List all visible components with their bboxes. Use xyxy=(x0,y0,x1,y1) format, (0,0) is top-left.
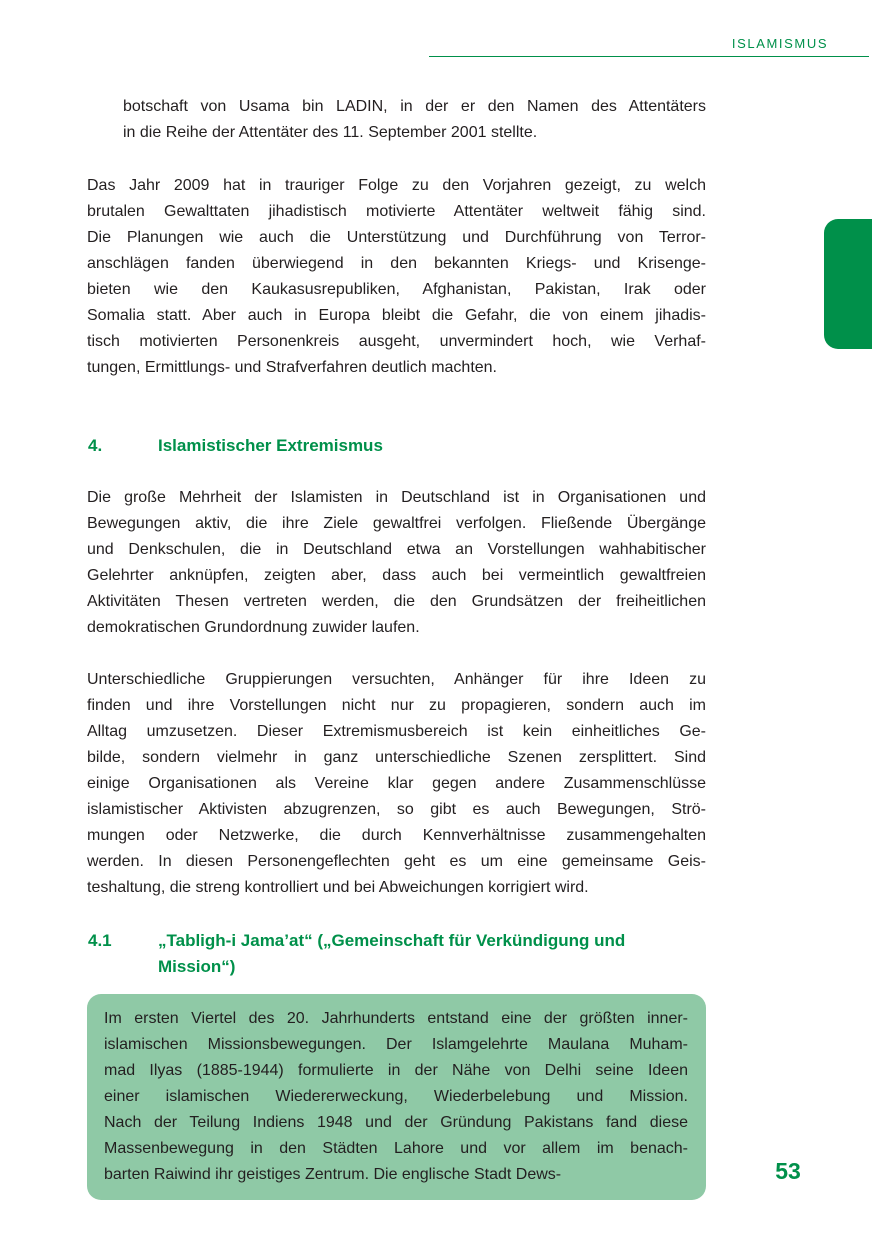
section-4-1-heading xyxy=(88,928,708,980)
section-4-1-title-line-1: „Tabligh-i Jama’at“ („Gemeinschaft für Verkündigung und xyxy=(158,931,626,950)
text-line: Massenbewegung in den Städten Lahore und vor allem im benach- xyxy=(104,1140,688,1157)
text-line: islamischen Missionsbewegungen. Der Islamgelehrte Maulana Muham- xyxy=(104,1036,688,1053)
header-rule xyxy=(429,56,869,57)
info-box-text xyxy=(104,1006,688,1188)
text-line: Die Planungen wie auch die Unterstützung und Durchführung von Terror- xyxy=(87,229,706,246)
text-line: finden und ihre Vorstellungen nicht nur zu propagieren, sondern auch im xyxy=(87,697,706,714)
intro-continuation-paragraph xyxy=(123,94,706,146)
paragraph-majority xyxy=(87,485,706,641)
text-line: demokratischen Grundordnung zuwider laufen. xyxy=(87,619,420,636)
section-4-1-number: 4.1 xyxy=(88,931,112,950)
text-line: barten Raiwind ihr geistiges Zentrum. Die englische Stadt Dews- xyxy=(104,1166,562,1183)
section-4-1-title-line-2: Mission“) xyxy=(158,957,236,976)
text-line: mad Ilyas (1885-1944) formulierte in der Nähe von Delhi seine Ideen xyxy=(104,1062,688,1079)
text-line: Unterschiedliche Gruppierungen versuchten, Anhänger für ihre Ideen zu xyxy=(87,671,706,688)
text-line: islamistischer Aktivisten abzugrenzen, so gibt es auch Bewegungen, Strö- xyxy=(87,801,706,818)
text-line: Das Jahr 2009 hat in trauriger Folge zu den Vorjahren gezeigt, zu welch xyxy=(87,177,706,194)
text-line: botschaft von Usama bin LADIN, in der er den Namen des Attentäters xyxy=(123,98,706,115)
text-line: bieten wie den Kaukasusrepubliken, Afghanistan, Pakistan, Irak oder xyxy=(87,281,706,298)
paragraph-groups xyxy=(87,667,706,901)
page-number: 53 xyxy=(775,1158,801,1184)
text-line: in die Reihe der Attentäter des 11. September 2001 stellte. xyxy=(123,124,538,141)
text-line: einige Organisationen als Vereine klar gegen andere Zusammenschlüsse xyxy=(87,775,706,792)
running-header: ISLAMISMUS xyxy=(731,36,829,51)
text-line: Aktivitäten Thesen vertreten werden, die den Grundsätzen der freiheitlichen xyxy=(87,593,706,610)
chapter-tab-marker xyxy=(824,219,872,349)
section-4-heading xyxy=(88,433,708,459)
text-line: tisch motivierten Personenkreis ausgeht, unvermindert hoch, wie Verhaf- xyxy=(87,333,706,350)
text-line: Im ersten Viertel des 20. Jahrhunderts entstand eine der größten inner- xyxy=(104,1010,688,1027)
text-line: einer islamischen Wiedererweckung, Wiederbelebung und Mission. xyxy=(104,1088,688,1105)
text-line: und Denkschulen, die in Deutschland etwa an Vorstellungen wahhabitischer xyxy=(87,541,706,558)
text-line: Somalia statt. Aber auch in Europa bleibt die Gefahr, die von einem jihadis- xyxy=(87,307,706,324)
text-line: brutalen Gewalttaten jihadistisch motivierte Attentäter weltweit fähig sind. xyxy=(87,203,706,220)
section-4-title: Islamistischer Extremismus xyxy=(158,436,383,455)
text-line: anschlägen fanden überwiegend in den bekannten Kriegs- und Krisenge- xyxy=(87,255,706,272)
text-line: teshaltung, die streng kontrolliert und bei Abweichungen korrigiert wird. xyxy=(87,879,589,896)
text-line: Alltag umzusetzen. Dieser Extremismusbereich ist kein einheitliches Ge- xyxy=(87,723,706,740)
text-line: werden. In diesen Personengeflechten geht es um eine gemeinsame Geis- xyxy=(87,853,706,870)
text-line: Die große Mehrheit der Islamisten in Deutschland ist in Organisationen und xyxy=(87,489,706,506)
section-4-number: 4. xyxy=(88,436,103,455)
text-line: mungen oder Netzwerke, die durch Kennverhältnisse zusammengehalten xyxy=(87,827,706,844)
text-line: Nach der Teilung Indiens 1948 und der Gründung Pakistans fand diese xyxy=(104,1114,688,1131)
text-line: bilde, sondern vielmehr in ganz unterschiedliche Szenen zersplittert. Sind xyxy=(87,749,706,766)
text-line: Bewegungen aktiv, die ihre Ziele gewaltfrei verfolgen. Fließende Übergänge xyxy=(87,515,706,532)
paragraph-2009 xyxy=(87,173,706,381)
text-line: Gelehrter anknüpfen, zeigten aber, dass auch bei vermeintlich gewaltfreien xyxy=(87,567,706,584)
text-line: tungen, Ermittlungs- und Strafverfahren deutlich machten. xyxy=(87,359,497,376)
